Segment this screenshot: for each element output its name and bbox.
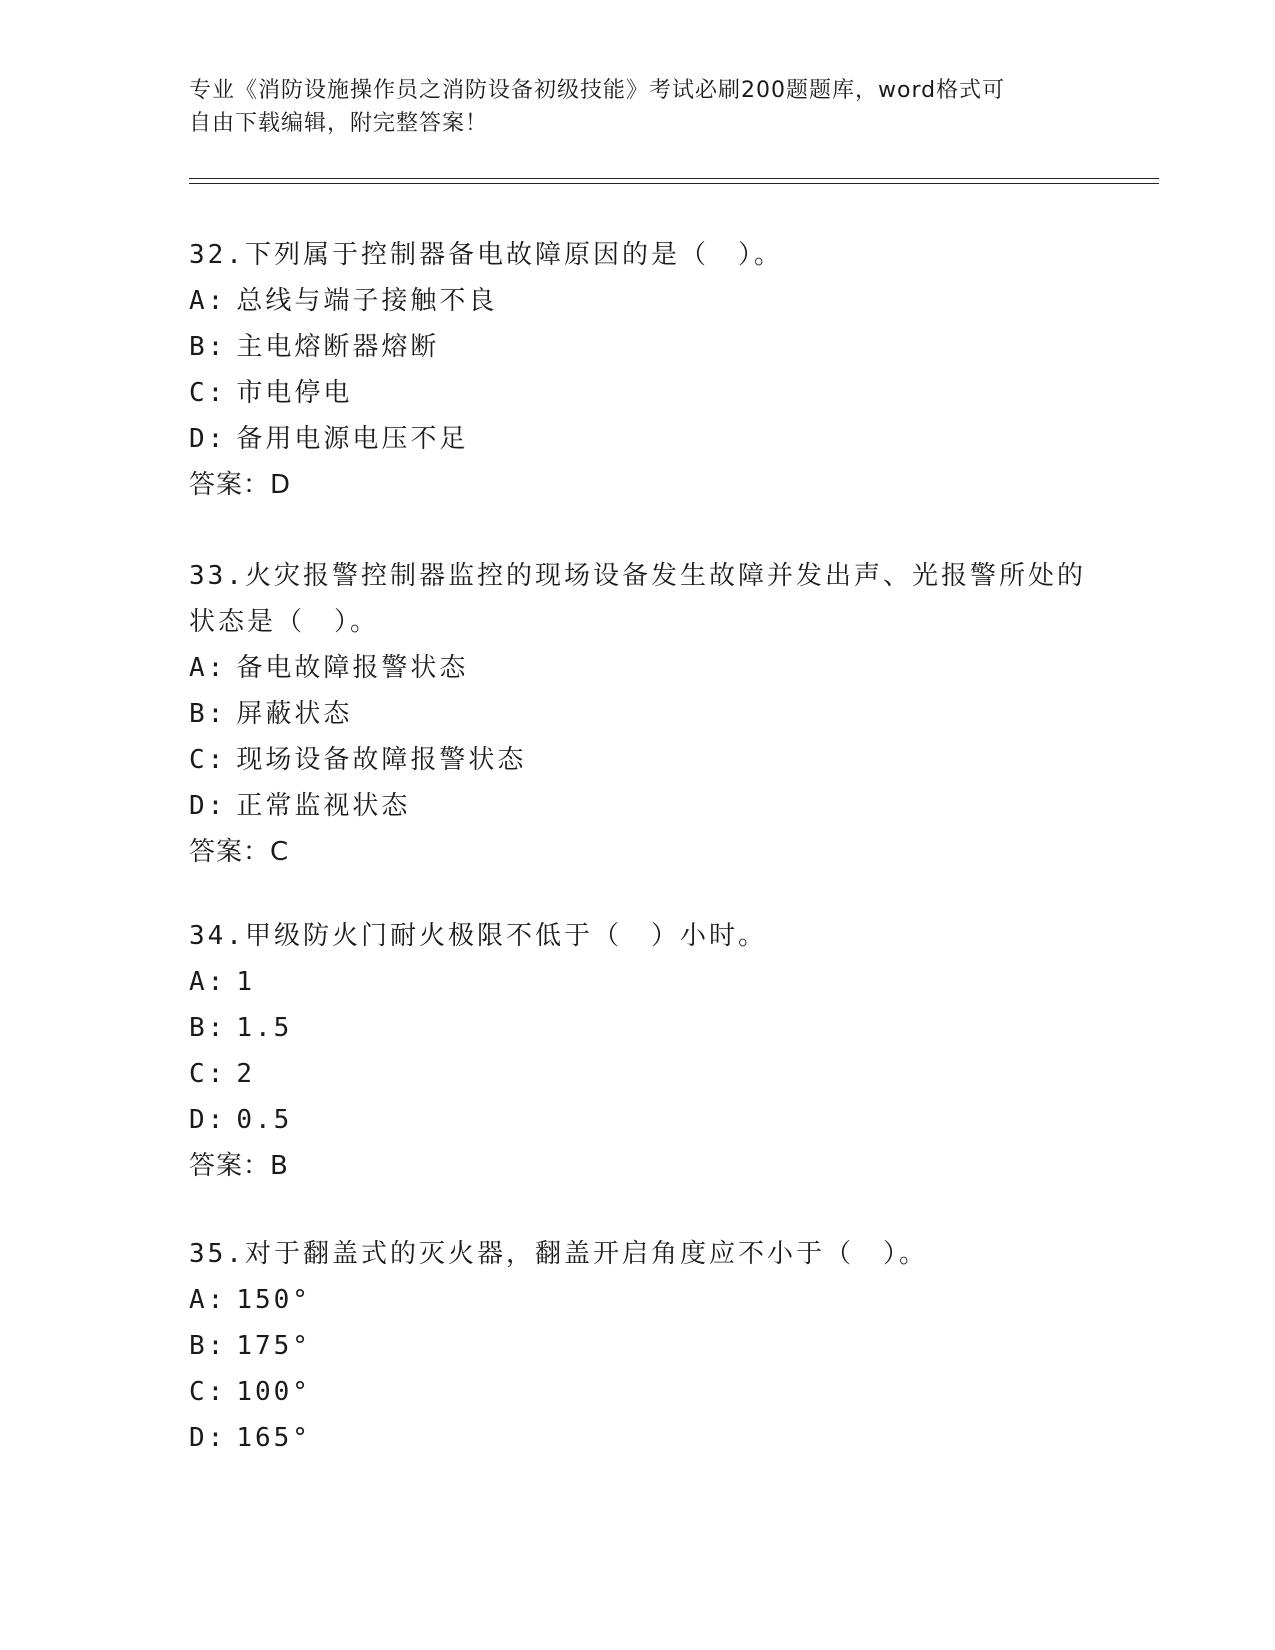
question-stem-line-2: 状态是（ ）。: [189, 607, 380, 637]
option-c: [189, 370, 1089, 416]
question-32: [189, 232, 1089, 508]
option-separator: :: [207, 378, 227, 408]
option-text: 主电熔断器熔断: [236, 332, 440, 362]
option-separator: :: [207, 1331, 227, 1361]
option-key: D: [189, 424, 208, 454]
option-separator: :: [207, 1013, 227, 1043]
option-d: [189, 1097, 1089, 1143]
header-divider-top: [189, 178, 1159, 179]
option-separator: :: [207, 653, 227, 683]
option-a: [189, 645, 1089, 691]
option-d: [189, 416, 1089, 462]
header-line-1: 专业《消防设施操作员之消防设备初级技能》考试必刷200题题库，word格式可: [189, 78, 1006, 103]
header-divider-bottom: [189, 183, 1159, 184]
option-b: [189, 691, 1089, 737]
question-stem-line-1: 33.火灾报警控制器监控的现场设备发生故障并发出声、光报警所处的: [189, 561, 1086, 591]
answer-line: 答案：D: [189, 470, 292, 500]
question-stem: 34.甲级防火门耐火极限不低于（ ）小时。: [189, 921, 767, 951]
question-stem: 32.下列属于控制器备电故障原因的是（ ）。: [189, 240, 783, 270]
option-text: 150°: [236, 1285, 311, 1315]
option-c: [189, 737, 1089, 783]
option-separator: :: [207, 1059, 227, 1089]
option-separator: :: [207, 332, 227, 362]
option-text: 备用电源电压不足: [236, 424, 469, 454]
option-b: [189, 324, 1089, 370]
question-34: [189, 913, 1089, 1189]
option-text: 现场设备故障报警状态: [236, 745, 527, 775]
option-key: D: [189, 791, 208, 821]
option-b: [189, 1323, 1089, 1369]
option-separator: :: [207, 1285, 227, 1315]
option-key: C: [189, 378, 208, 408]
option-text: 备电故障报警状态: [236, 653, 469, 683]
option-text: 165°: [236, 1423, 311, 1453]
option-key: A: [189, 286, 208, 316]
option-b: [189, 1005, 1089, 1051]
option-a: [189, 278, 1089, 324]
option-text: 175°: [236, 1331, 311, 1361]
option-a: [189, 1277, 1089, 1323]
option-text: 0.5: [236, 1105, 293, 1135]
option-text: 屏蔽状态: [236, 699, 353, 729]
option-text: 市电停电: [236, 378, 353, 408]
answer-line: 答案：B: [189, 1151, 289, 1181]
option-key: A: [189, 967, 208, 997]
option-key: A: [189, 653, 208, 683]
option-text: 1.5: [236, 1013, 293, 1043]
option-c: [189, 1051, 1089, 1097]
option-text: 正常监视状态: [236, 791, 411, 821]
option-key: B: [189, 1013, 208, 1043]
answer-line: 答案：C: [189, 837, 290, 867]
option-key: C: [189, 1059, 208, 1089]
option-separator: :: [207, 1105, 227, 1135]
option-text: 100°: [236, 1377, 311, 1407]
option-separator: :: [207, 424, 227, 454]
option-key: D: [189, 1423, 208, 1453]
option-key: C: [189, 1377, 208, 1407]
question-33: [189, 553, 1089, 875]
option-c: [189, 1369, 1089, 1415]
option-key: C: [189, 745, 208, 775]
option-separator: :: [207, 1423, 227, 1453]
option-a: [189, 959, 1089, 1005]
option-separator: :: [207, 967, 227, 997]
option-key: A: [189, 1285, 208, 1315]
option-text: 总线与端子接触不良: [236, 286, 498, 316]
option-text: 1: [236, 967, 255, 997]
header-line-2: 自由下载编辑，附完整答案！: [189, 111, 489, 136]
question-35: [189, 1231, 1089, 1461]
option-key: B: [189, 1331, 208, 1361]
option-separator: :: [207, 286, 227, 316]
option-separator: :: [207, 1377, 227, 1407]
option-text: 2: [236, 1059, 255, 1089]
option-key: B: [189, 699, 208, 729]
option-key: B: [189, 332, 208, 362]
option-key: D: [189, 1105, 208, 1135]
option-d: [189, 783, 1089, 829]
option-separator: :: [207, 745, 227, 775]
option-separator: :: [207, 791, 227, 821]
question-stem: 35.对于翻盖式的灭火器，翻盖开启角度应不小于（ ）。: [189, 1239, 928, 1269]
document-header: [189, 74, 1089, 140]
option-separator: :: [207, 699, 227, 729]
option-d: [189, 1415, 1089, 1461]
